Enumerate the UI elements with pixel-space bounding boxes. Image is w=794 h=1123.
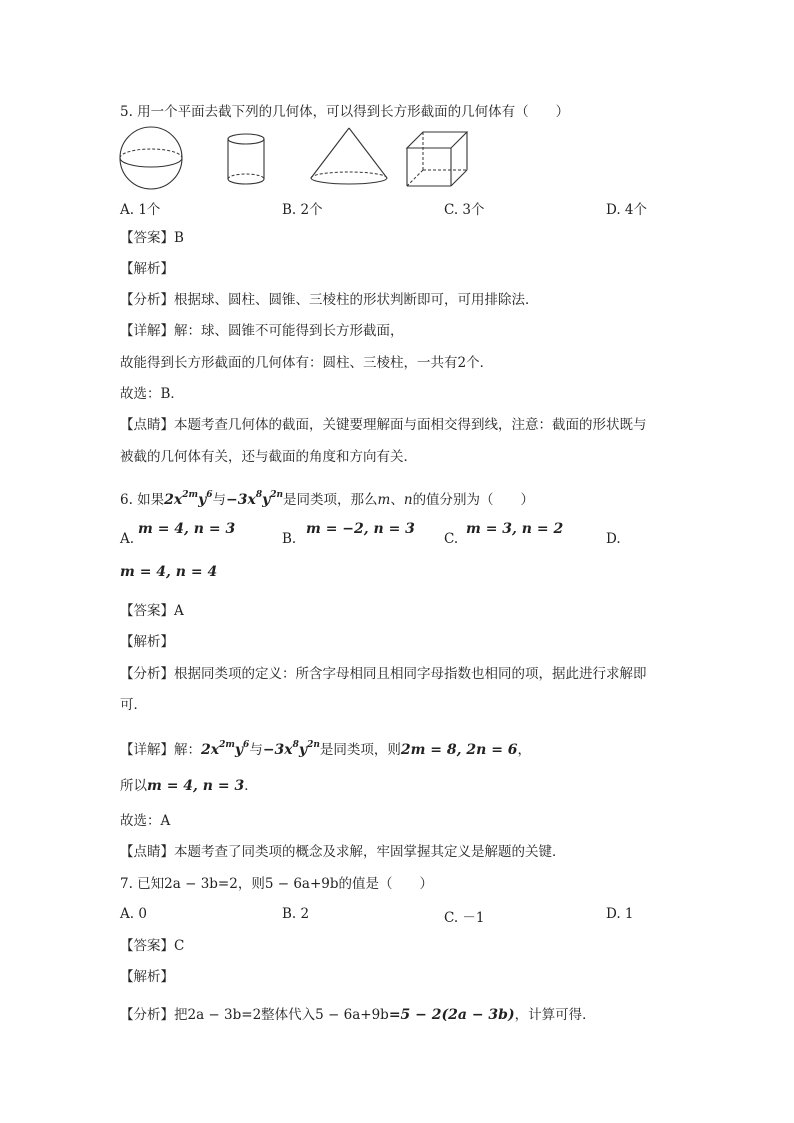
q6-detail-comma: ， [517, 742, 532, 758]
q5-choose: 故选：B． [120, 386, 184, 402]
q6-detail-expr1-coef: 2 [201, 742, 211, 758]
q6-detail-expr1-exp-x: 2m [219, 740, 235, 750]
q7-answer: 【答案】C [120, 938, 185, 954]
q6-var-m: m [377, 492, 391, 508]
cone-figure [311, 128, 387, 184]
q5-comment-line-2: 被截的几何体有关，还与截面的角度和方向有关． [120, 449, 417, 465]
q6-stem-mid: 与 [212, 492, 226, 508]
q6-expr1-coef: 2 [164, 492, 174, 508]
q6-stem [120, 486, 534, 509]
q6-choose: 故选：A [120, 813, 171, 829]
q6-detail-expr1-y: y [234, 742, 244, 758]
q6-detail-expr2-x: x [284, 742, 293, 758]
q6-detail-prefix: 【详解】解： [120, 742, 201, 758]
q6-detail-expr2-exp-x: 8 [292, 740, 299, 750]
q6-expr2-exp-y: 2n [270, 490, 284, 500]
q6-detail-expr2-coef: −3 [262, 742, 285, 758]
sphere-figure [120, 127, 182, 189]
q7-option-b: B. 2 [282, 906, 310, 922]
q6-expr1-x: x [173, 492, 183, 508]
q5-answer: 【答案】B [120, 230, 184, 246]
q5-jiexi-heading: 【解析】 [120, 261, 174, 277]
q6-detail [120, 736, 531, 759]
q6-expr-1 [164, 492, 212, 508]
q6-option-d-label: D. [606, 531, 621, 547]
q6-expr1-exp-x: 2m [182, 490, 199, 500]
q6-answer: 【答案】A [120, 603, 184, 619]
q6-option-c-label: C. [444, 531, 459, 547]
q5-detail-line-1: 【详解】解：球、圆锥不可能得到长方形截面， [120, 323, 404, 339]
cylinder-figure [228, 134, 264, 184]
triangular-prism-figure [407, 132, 467, 186]
q6-so-equation: m = 4, n = 3 [147, 778, 245, 794]
q6-detail-expr1-exp-y: 6 [243, 740, 250, 750]
q7-analysis-equation: =5 − 2(2a − 3b) [388, 1007, 515, 1023]
q6-stem-end: 的值分别为（ ） [412, 492, 535, 508]
q6-sep: 、 [390, 492, 404, 508]
q6-detail-expr2-exp-y: 2n [307, 740, 320, 750]
q6-stem-suffix: 是同类项，那么 [283, 492, 378, 508]
q6-detail-mid: 与 [249, 742, 263, 758]
q6-expr2-y: y [262, 492, 271, 508]
q6-detail-expr1-x: x [210, 742, 220, 758]
q6-analysis-line-2: 可． [120, 697, 147, 713]
q6-so-end: ． [244, 778, 258, 794]
q7-jiexi-heading: 【解析】 [120, 969, 174, 985]
q6-option-a-label: A. [120, 531, 135, 547]
q5-analysis: 【分析】根据球、圆柱、圆锥、三棱柱的形状判断即可，可用排除法． [120, 292, 539, 308]
q6-expr1-exp-y: 6 [206, 490, 213, 500]
q6-expr1-y: y [198, 492, 207, 508]
q6-detail-suffix: 是同类项，则 [319, 742, 401, 758]
q6-stem-prefix: 6. 如果 [120, 492, 165, 508]
q6-expr2-exp-x: 8 [255, 490, 263, 500]
q6-detail-expr-2 [263, 742, 320, 758]
q6-option-a-math: m = 4, n = 3 [138, 521, 236, 537]
q7-option-a: A. 0 [120, 906, 147, 922]
q6-expr-2 [226, 492, 283, 508]
q5-option-a: A. 1个 [120, 202, 161, 218]
q6-option-b-label: B. [282, 531, 297, 547]
q6-option-d-math: m = 4, n = 4 [120, 564, 218, 580]
q7-stem: 7. 已知2a − 3b=2，则5 − 6a+9b的值是（ ） [120, 876, 433, 892]
q5-solid-figures [115, 126, 475, 192]
q6-comment: 【点睛】本题考查了同类项的概念及求解，牢固掌握其定义是解题的关键． [120, 844, 566, 860]
q6-expr2-coef: −3 [225, 492, 248, 508]
q6-detail-equation: 2m = 8, 2n = 6 [400, 742, 518, 758]
q5-option-b: B. 2个 [282, 202, 323, 218]
q5-comment-line-1: 【点睛】本题考查几何体的截面，关键要理解面与面相交得到线，注意：截面的形状既与 [120, 417, 647, 433]
q6-var-n: n [403, 492, 413, 508]
q6-so-prefix: 所以 [120, 778, 147, 794]
q6-detail-expr-1 [201, 742, 249, 758]
q7-option-d: D. 1 [606, 906, 634, 922]
q7-analysis-prefix: 【分析】把2a − 3b=2整体代入5 − 6a+9b [120, 1007, 389, 1023]
q6-expr2-x: x [247, 492, 256, 508]
q5-option-c: C. 3个 [444, 202, 485, 218]
q7-analysis-suffix: ，计算可得． [514, 1007, 596, 1023]
q7-analysis [120, 1006, 596, 1024]
q5-option-d: D. 4个 [606, 202, 648, 218]
q5-detail-line-2: 故能得到长方形截面的几何体有：圆柱、三棱柱，一共有2个． [120, 355, 494, 371]
q5-stem: 5. 用一个平面去截下列的几何体，可以得到长方形截面的几何体有（ ） [120, 104, 570, 120]
q6-option-c-math: m = 3, n = 2 [466, 521, 564, 537]
q6-option-b-math: m = −2, n = 3 [306, 521, 415, 537]
q6-jiexi-heading: 【解析】 [120, 634, 174, 650]
q6-detail-expr2-y: y [298, 742, 308, 758]
q6-analysis-line-1: 【分析】根据同类项的定义：所含字母相同且相同字母指数也相同的项，据此进行求解即 [120, 666, 647, 682]
q7-option-c: C. －1 [444, 910, 485, 926]
q6-so [120, 777, 258, 795]
